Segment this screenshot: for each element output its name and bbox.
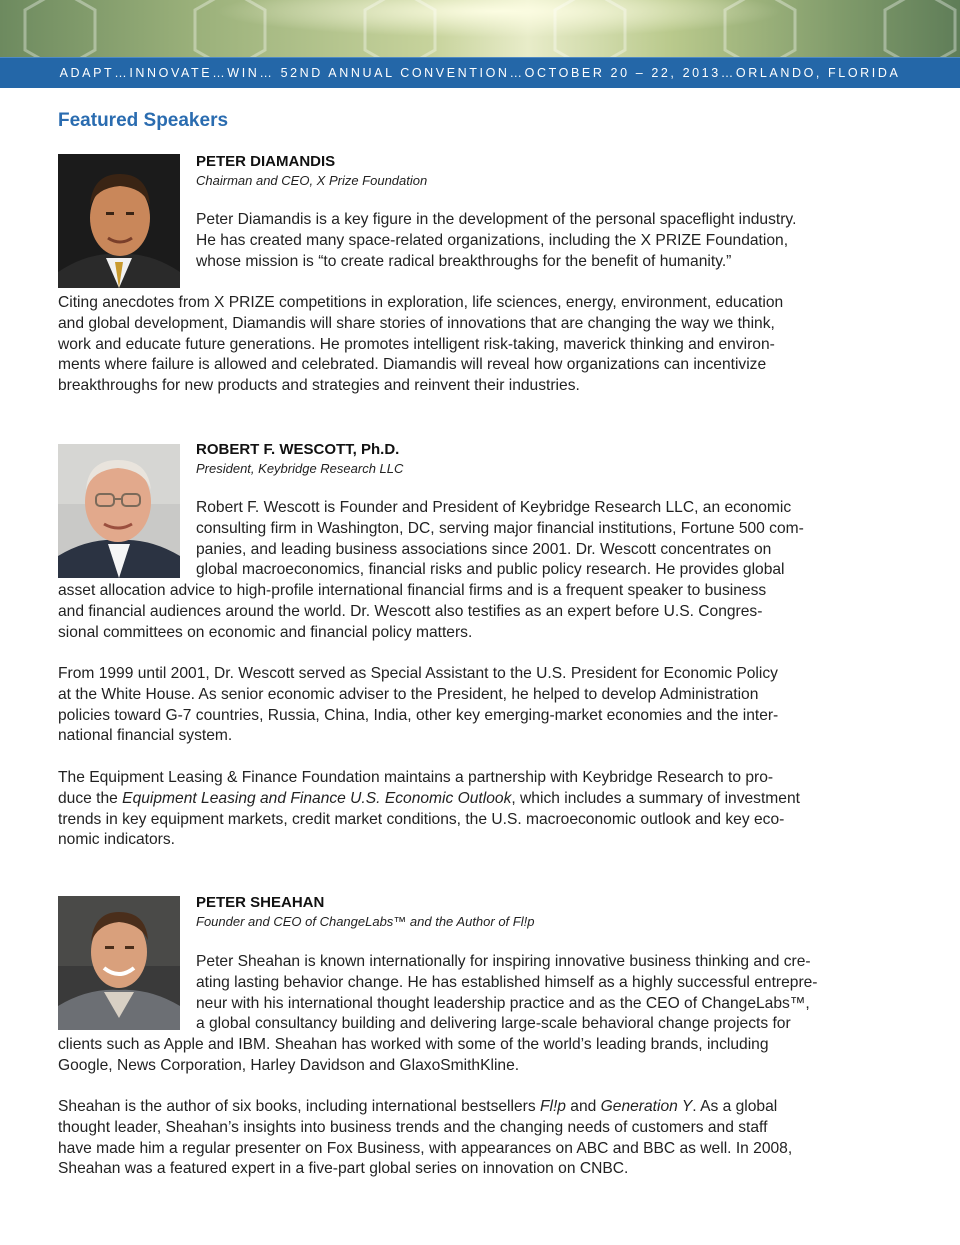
speaker-title: Chairman and CEO, X Prize Foundation [196,173,428,188]
book-title: Fl!p [539,1098,566,1115]
book-title: Generation Y [600,1098,693,1115]
speaker-title: Founder and CEO of ChangeLabs™ and the Author of Fl!p [196,914,535,929]
speaker-name: ROBERT F. WESCOTT, Ph.D. [196,441,400,458]
speaker-title: President, Keybridge Research LLC [196,461,404,476]
speaker-bio-paragraph: From 1999 until 2001, Dr. Wescott served as Special Assistant to the U.S. President for Economic Policy at the White House. As senior economic adviser to the President, he helped to develop Administration policies toward G-7 countries, Russia, China, India, other key emerging-market economies and the inter- national financial system. [58,665,779,745]
speaker-photo-diamandis [58,154,180,288]
speaker-intro: Robert F. Wescott is Founder and President of Keybridge Research LLC, an economic consulting firm in Washington, DC, serving major financial institutions, Fortune 500 com- panies, and leading business associations since 2001. Dr. Wescott concentrates on global macroeconomics, financial risks and public policy research. He provides global [196,499,804,579]
section-title: Featured Speakers [58,110,229,131]
convention-banner [0,57,960,88]
speaker-intro: Peter Sheahan is known internationally for inspiring innovative business thinking and cre- ating lasting behavior change. He has established himself as a highly successful entrepre- neur with his international thought leadership practice and as the CEO of ChangeLabs™, a global consultancy building and delivering large-scale behavioral change projects for [196,953,818,1033]
speaker-bio-paragraph: The Equipment Leasing & Finance Foundation maintains a partnership with Keybridge Research to pro- duce the Equipment Leasing and Finance U.S. Economic Outlook, which includes a summary of investment trends in key equipment markets, credit market conditions, the U.S. macroeconomic outlook and key eco- nomic indicators. [58,769,800,849]
speaker-name: PETER DIAMANDIS [196,153,336,170]
speaker-bio: asset allocation advice to high-profile international financial firms and is a frequent speaker to business and financial audiences around the world. Dr. Wescott also testifies as an expert before U.S. Congres- sional committees on economic and financial policy matters. [58,582,767,641]
speaker-bio-paragraph: Sheahan is the author of six books, including international bestsellers Fl!p and Generation Y. As a global thought leader, Sheahan’s insights into business trends and the changing needs of customers and staff have made him a regular presenter on Fox Business, with appearances on ABC and BBC as well. In 2008, Sheahan was a featured expert in a five-part global series on innovation on CNBC. [58,1098,793,1178]
publication-title: Equipment Leasing and Finance U.S. Economic Outlook [122,789,512,807]
hexagon-pattern-decoration [0,0,960,57]
speaker-name: PETER SHEAHAN [196,894,325,911]
speaker-photo-wescott [58,444,180,578]
speaker-intro: Peter Diamandis is a key figure in the development of the personal spaceflight industry. He has created many space-related organizations, including the X PRIZE Foundation, whose mission is “to create radical breakthroughs for the benefit of humanity.” [196,211,797,270]
speaker-bio: clients such as Apple and IBM. Sheahan has worked with some of the world’s leading brands, including Google, News Corporation, Harley Davidson and GlaxoSmithKline. [58,1036,769,1074]
convention-banner-text: ADAPT…INNOVATE…WIN… 52ND ANNUAL CONVENTION…OCTOBER 20 – 22, 2013…ORLANDO, FLORIDA [59,66,901,80]
speaker-bio: Citing anecdotes from X PRIZE competitions in exploration, life sciences, energy, environment, education and global development, Diamandis will share stories of innovations that are changing the way we think, work and educate future generations. He promotes intelligent risk-taking, maverick thinking and environ- ments where failure is allowed and celebrated. Diamandis will reveal how organizations can incentivize breakthroughs for new products and strategies and reinvent their industries. [58,294,784,395]
header-banner-image [0,0,960,57]
speaker-photo-sheahan [58,896,180,1030]
